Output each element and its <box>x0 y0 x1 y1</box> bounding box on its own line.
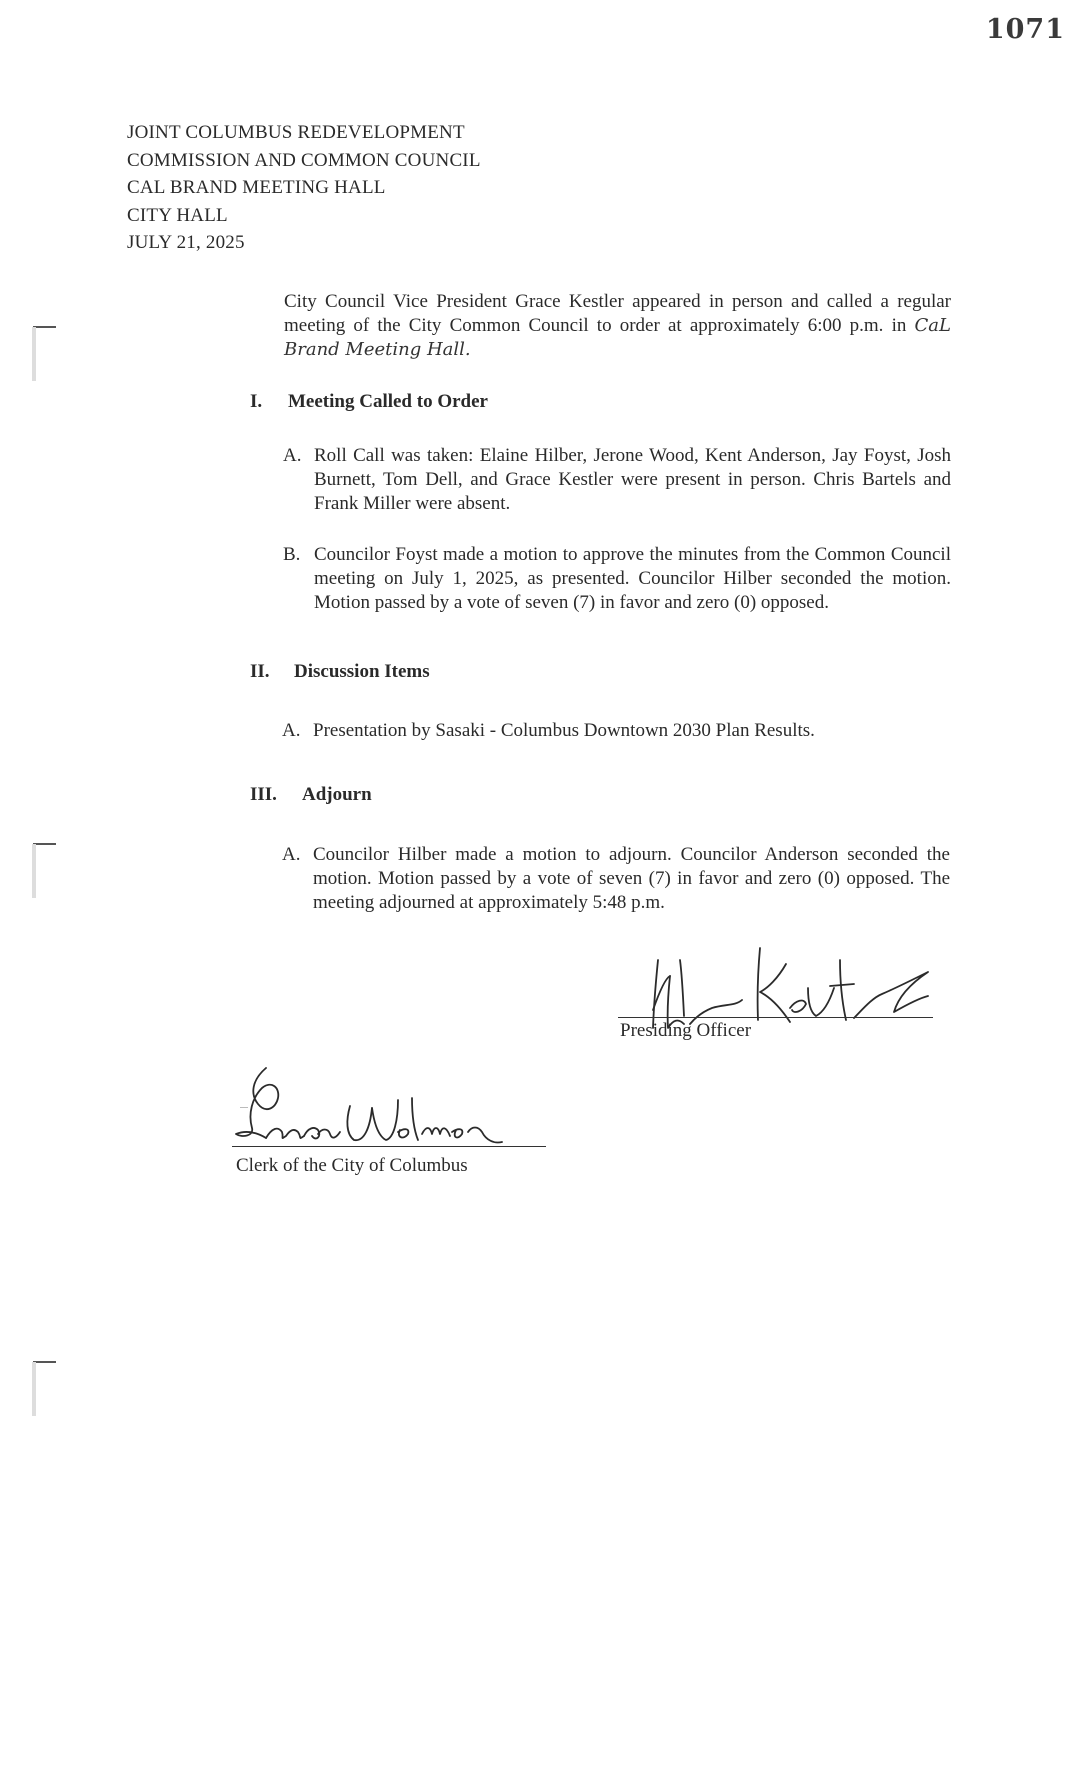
item-letter: A. <box>282 720 301 741</box>
handwritten-location: CaL Brand Meeting Hall. <box>284 315 951 360</box>
item-letter: A. <box>282 844 301 865</box>
section-heading <box>250 391 488 413</box>
intro-text: City Council Vice President Grace Kestler appeared in person and called a regular meeting of the City Common Council to order at approximately 6:00 p.m. in <box>284 291 951 336</box>
clerk-label: Clerk of the City of Columbus <box>236 1155 468 1176</box>
binder-mark <box>32 323 58 383</box>
section-title: Discussion Items <box>294 661 430 682</box>
item-text: Councilor Foyst made a motion to approve the minutes from the Common Council meeting on July 1, 2025, as presented. Councilor Hilber seconded the motion. Motion passed by a vote of seven (7) in favor and zero (0) opposed. <box>314 544 951 613</box>
item-text: Presentation by Sasaki - Columbus Downtown 2030 Plan Results. <box>313 720 815 741</box>
list-item <box>282 719 950 743</box>
section-heading <box>250 784 372 806</box>
intro-paragraph <box>284 290 951 362</box>
section-number: I. <box>250 391 263 412</box>
section-number: III. <box>250 784 277 805</box>
section-title: Adjourn <box>302 784 372 805</box>
header-line: CITY HALL <box>127 204 228 226</box>
item-letter: A. <box>283 445 302 466</box>
header-line: CAL BRAND MEETING HALL <box>127 177 386 198</box>
document-header <box>127 119 481 257</box>
list-item <box>282 843 950 915</box>
list-item <box>283 444 951 516</box>
binder-mark <box>32 840 58 900</box>
header-line: COMMISSION AND COMMON COUNCIL <box>127 149 481 171</box>
section-title: Meeting Called to Order <box>288 391 488 412</box>
binder-mark <box>32 1358 58 1418</box>
header-line: JOINT COLUMBUS REDEVELOPMENT <box>127 122 465 143</box>
page-number: 1071 <box>985 14 1065 45</box>
section-heading <box>250 661 430 683</box>
clerk-signature-line <box>232 1146 546 1147</box>
presiding-officer-signature-line <box>618 1017 933 1018</box>
presiding-officer-label: Presiding Officer <box>620 1020 752 1041</box>
item-letter: B. <box>283 544 301 565</box>
section-number: II. <box>250 661 270 682</box>
scan-artifact <box>240 1107 248 1108</box>
item-text: Councilor Hilber made a motion to adjourn. Councilor Anderson seconded the motion. Motion passed by a vote of seven (7) in favor and zero (0) opposed. The meeting adjourned at approximately 5:48 p.m. <box>313 844 950 913</box>
list-item <box>283 543 951 615</box>
clerk-signature <box>232 1058 512 1153</box>
meeting-date: JULY 21, 2025 <box>127 232 245 253</box>
item-text: Roll Call was taken: Elaine Hilber, Jerone Wood, Kent Anderson, Jay Foyst, Josh Burnett, Tom Dell, and Grace Kestler were present in person. Chris Bartels and Frank Miller were absent. <box>314 445 951 514</box>
